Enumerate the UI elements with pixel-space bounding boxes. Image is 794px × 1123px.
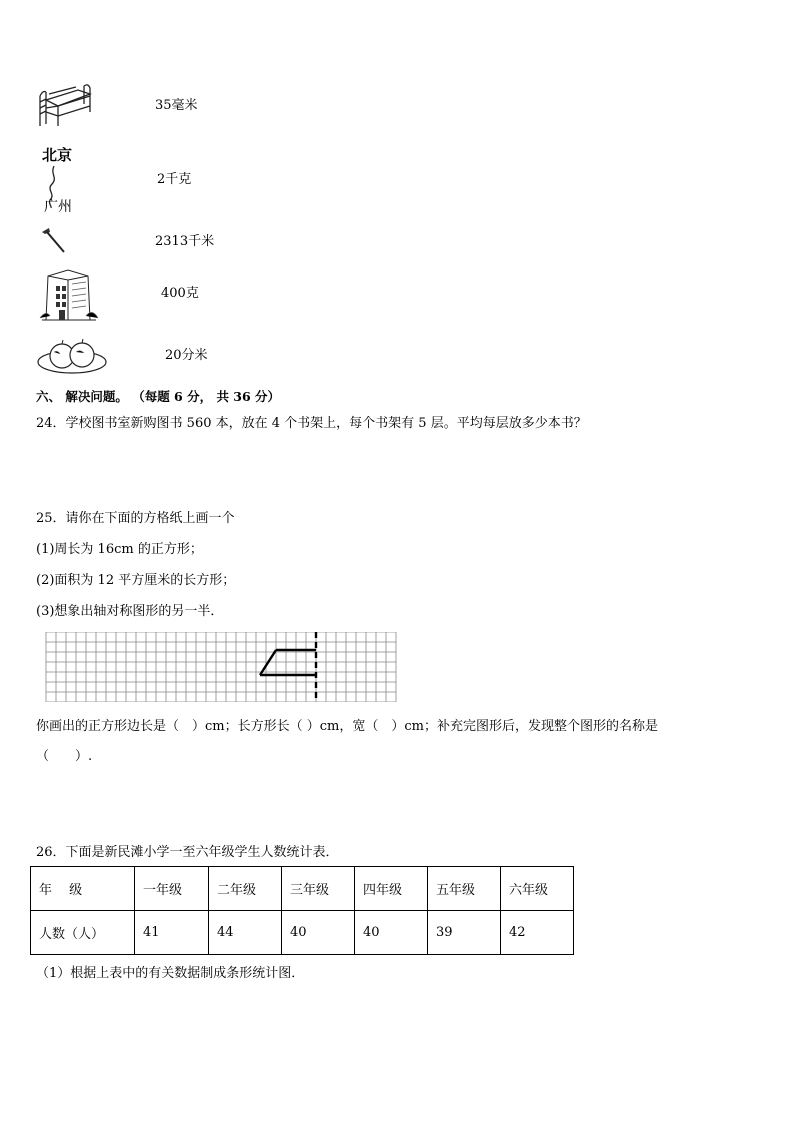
question-25-sub1: (1)周长为 16cm 的正方形； — [36, 542, 203, 557]
question-26-intro: 26．下面是新民滩小学一至六年级学生人数统计表． — [36, 845, 339, 860]
question-25-sub2: (2)面积为 12 平方厘米的长方形； — [36, 573, 236, 588]
table-header-cell: 五年级 — [428, 867, 501, 911]
apples-plate-icon — [36, 336, 108, 376]
table-cell: 40 — [355, 911, 428, 955]
question-25-answer-line1: 你画出的正方形边长是（ ）cm；长方形长（ ）cm，宽（ ）cm；补充完图形后，发现整个图形的名称是 — [36, 719, 658, 734]
question-25-intro: 25．请你在下面的方格纸上画一个 — [36, 511, 235, 526]
building-icon — [38, 266, 100, 322]
unit-label-4: 400克 — [161, 286, 199, 301]
map-label-bottom: 广州 — [44, 199, 72, 215]
question-25-sub3: (3)想象出轴对称图形的另一半． — [36, 604, 224, 619]
bed-icon — [38, 82, 92, 128]
table-header-cell: 三年级 — [282, 867, 355, 911]
question-24: 24．学校图书室新购图书 560 本，放在 4 个书架上，每个书架有 5 层。平均每层放多少本书？ — [36, 416, 587, 431]
figure-edge — [260, 650, 276, 675]
unit-label-1: 35毫米 — [155, 98, 198, 113]
student-count-table — [30, 866, 574, 955]
question-25-answer-line2: （ ）. — [36, 749, 93, 764]
table-cell: 39 — [428, 911, 501, 955]
unit-label-2: 2千克 — [157, 172, 192, 187]
table-header-cell: 年 级 — [31, 867, 135, 911]
table-cell: 44 — [209, 911, 282, 955]
table-header-cell: 一年级 — [135, 867, 209, 911]
question-26-sub1: （1）根据上表中的有关数据制成条形统计图． — [36, 966, 305, 981]
map-label-top: 北京 — [42, 146, 73, 164]
table-cell: 人数（人） — [31, 911, 135, 955]
grid-svg — [42, 632, 400, 702]
nail-icon — [40, 226, 68, 254]
unit-label-3: 2313千米 — [155, 234, 215, 249]
table-header-cell: 二年级 — [209, 867, 282, 911]
table-header-cell: 四年级 — [355, 867, 428, 911]
grid-paper[interactable] — [42, 632, 400, 706]
table-cell: 40 — [282, 911, 355, 955]
table-row — [31, 867, 574, 911]
unit-label-5: 20分米 — [165, 348, 208, 363]
table-cell: 41 — [135, 911, 209, 955]
table-header-cell: 六年级 — [501, 867, 574, 911]
table-row — [31, 911, 574, 955]
table-cell: 42 — [501, 911, 574, 955]
section-heading: 六、 解决问题。 （每题 6 分， 共 36 分） — [36, 389, 281, 404]
